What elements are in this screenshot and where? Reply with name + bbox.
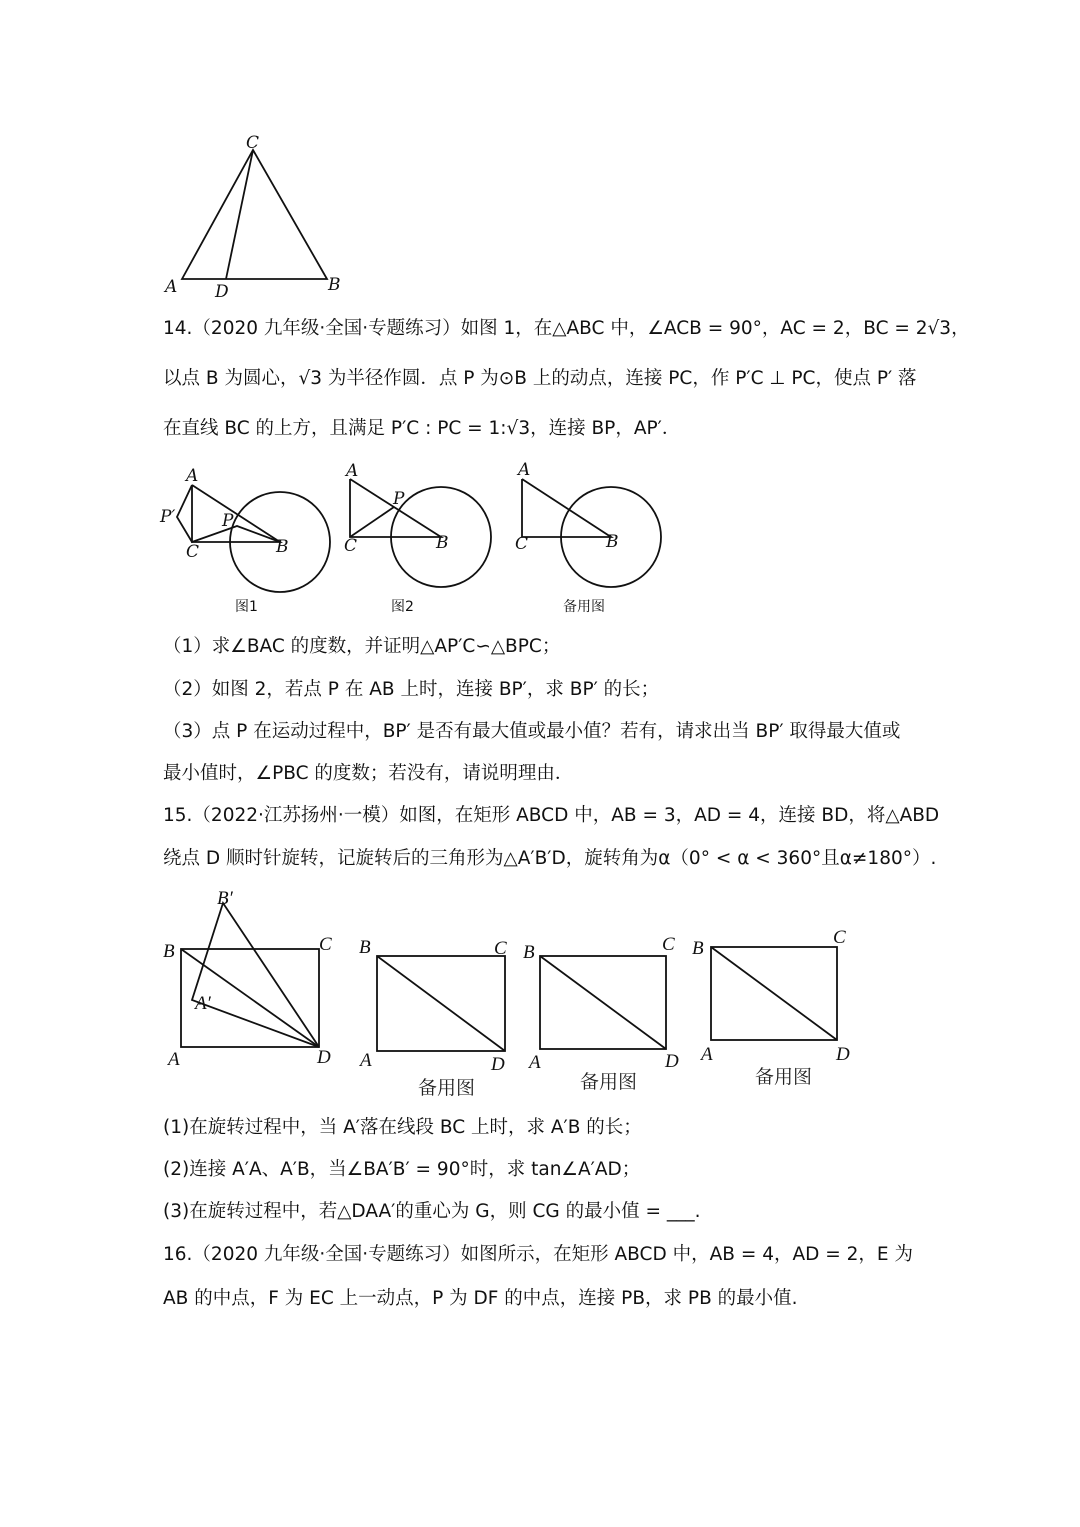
- q14-figure-1: [159, 466, 330, 615]
- label-c-fig3: C: [662, 934, 675, 955]
- label-c-fig1: C: [186, 542, 200, 562]
- label-a-prime-fig1: A′: [195, 993, 211, 1014]
- label-b-prime-fig1: B′: [217, 888, 233, 909]
- label-b-fig1: B: [163, 941, 175, 962]
- label-c-spare: C: [515, 534, 529, 554]
- caption-spare: 备用图: [563, 599, 605, 615]
- segment-cp-fig2: [350, 507, 394, 537]
- label-d-fig2: D: [491, 1054, 505, 1075]
- q14-figures: [155, 460, 675, 620]
- triangle-acb-spare: [522, 479, 611, 537]
- q14-part3-line2: 最小值时，∠PBC 的度数；若没有，请说明理由．: [163, 763, 574, 784]
- q16-line1: 16.（2020 九年级·全国·专题练习）如图所示，在矩形 ABCD 中，AB = 4，AD = 2，E 为: [163, 1244, 913, 1265]
- label-d-fig1: D: [317, 1047, 331, 1068]
- q16-line2: AB 的中点，F 为 EC 上一动点，P 为 DF 的中点，连接 PB，求 PB 的最小值.: [163, 1288, 798, 1309]
- q15-line1: 15.（2022·江苏扬州·一模）如图，在矩形 ABCD 中，AB = 3，AD = 4，连接 BD，将△ABD: [163, 805, 940, 826]
- label-d-fig3: D: [665, 1051, 679, 1072]
- label-b-fig4: B: [692, 938, 704, 959]
- label-a-fig1: A: [186, 466, 199, 486]
- label-b-spare: B: [606, 532, 619, 552]
- q14-line2: 以点 B 为圆心，√3 为半径作圆．点 P 为⊙B 上的动点，连接 PC，作 P′C ⊥ PC，使点 P′ 落: [163, 368, 917, 389]
- q15-part1: (1)在旋转过程中，当 A′落在线段 BC 上时，求 A′B 的长；: [163, 1117, 642, 1138]
- label-p-prime-fig1: P′: [160, 507, 176, 527]
- label-a: A: [165, 277, 178, 297]
- label-a-fig4: A: [701, 1044, 713, 1065]
- diagonal-bd-fig3: [540, 956, 666, 1049]
- q15-figure-4: [692, 927, 850, 1088]
- segment-cd: [226, 150, 253, 279]
- label-c-fig4: C: [833, 927, 846, 948]
- q14-part3-line1: （3）点 P 在运动过程中，BP′ 是否有最大值或最小值？若有，请求出当 BP′ 取得最大值或: [163, 721, 901, 742]
- q15-figure-2: [358, 937, 507, 1099]
- triangle-abc: [182, 150, 327, 279]
- diagonal-bd-fig4: [711, 947, 837, 1040]
- label-b-fig1: B: [276, 537, 289, 557]
- diagonal-bd-fig2: [377, 956, 505, 1051]
- label-a-fig2: A: [346, 461, 359, 481]
- label-b-fig3: B: [523, 942, 535, 963]
- q14-part1: （1）求∠BAC 的度数，并证明△AP′C∽△BPC；: [163, 636, 561, 657]
- q14-figure-2: [344, 461, 491, 615]
- label-b: B: [328, 275, 341, 295]
- caption-fig1: 图1: [235, 599, 258, 615]
- caption-fig2: 备用图: [418, 1077, 476, 1099]
- label-p-fig1: P: [222, 511, 234, 531]
- q14-part2: （2）如图 2，若点 P 在 AB 上时，连接 BP′，求 BP′ 的长；: [163, 679, 660, 700]
- label-a-fig3: A: [529, 1052, 541, 1073]
- q14-line3: 在直线 BC 的上方，且满足 P′C : PC = 1:√3，连接 BP，AP′．: [163, 418, 681, 439]
- q15-part2: (2)连接 A′A、A′B，当∠BA′B′ = 90°时，求 tan∠A′AD；: [163, 1159, 641, 1180]
- label-b-fig2: B: [359, 937, 371, 958]
- q15-figure-1: [163, 888, 332, 1070]
- rotated-triangle-fig1: [192, 903, 319, 1047]
- q15-line2: 绕点 D 顺时针旋转，记旋转后的三角形为△A′B′D，旋转角为α（0° < α < 360°且α≠180°）.: [163, 848, 937, 869]
- label-a-fig2: A: [360, 1050, 372, 1071]
- q15-part3: (3)在旋转过程中，若△DAA′的重心为 G，则 CG 的最小值 = ___.: [163, 1201, 701, 1222]
- label-c-fig2: C: [344, 536, 358, 556]
- q15-figures: [155, 880, 875, 1100]
- label-b-fig2: B: [436, 533, 449, 553]
- label-d-fig4: D: [836, 1044, 850, 1065]
- q15-figure-3: [523, 934, 679, 1093]
- label-d: D: [215, 282, 229, 302]
- label-c: C: [246, 133, 260, 153]
- label-c-fig1: C: [319, 934, 332, 955]
- q14-line1: 14.（2020 九年级·全国·专题练习）如图 1，在△ABC 中，∠ACB = 90°，AC = 2，BC = 2√3，: [163, 318, 970, 339]
- caption-fig3: 备用图: [580, 1071, 638, 1093]
- label-c-fig2: C: [494, 938, 507, 959]
- caption-fig4: 备用图: [755, 1066, 813, 1088]
- caption-fig2: 图2: [391, 599, 414, 615]
- label-p-fig2: P: [393, 489, 405, 509]
- label-a-fig1: A: [168, 1049, 180, 1070]
- q14-figure-spare: [515, 460, 661, 615]
- triangle-abc-figure: [160, 128, 360, 303]
- label-a-spare: A: [518, 460, 531, 480]
